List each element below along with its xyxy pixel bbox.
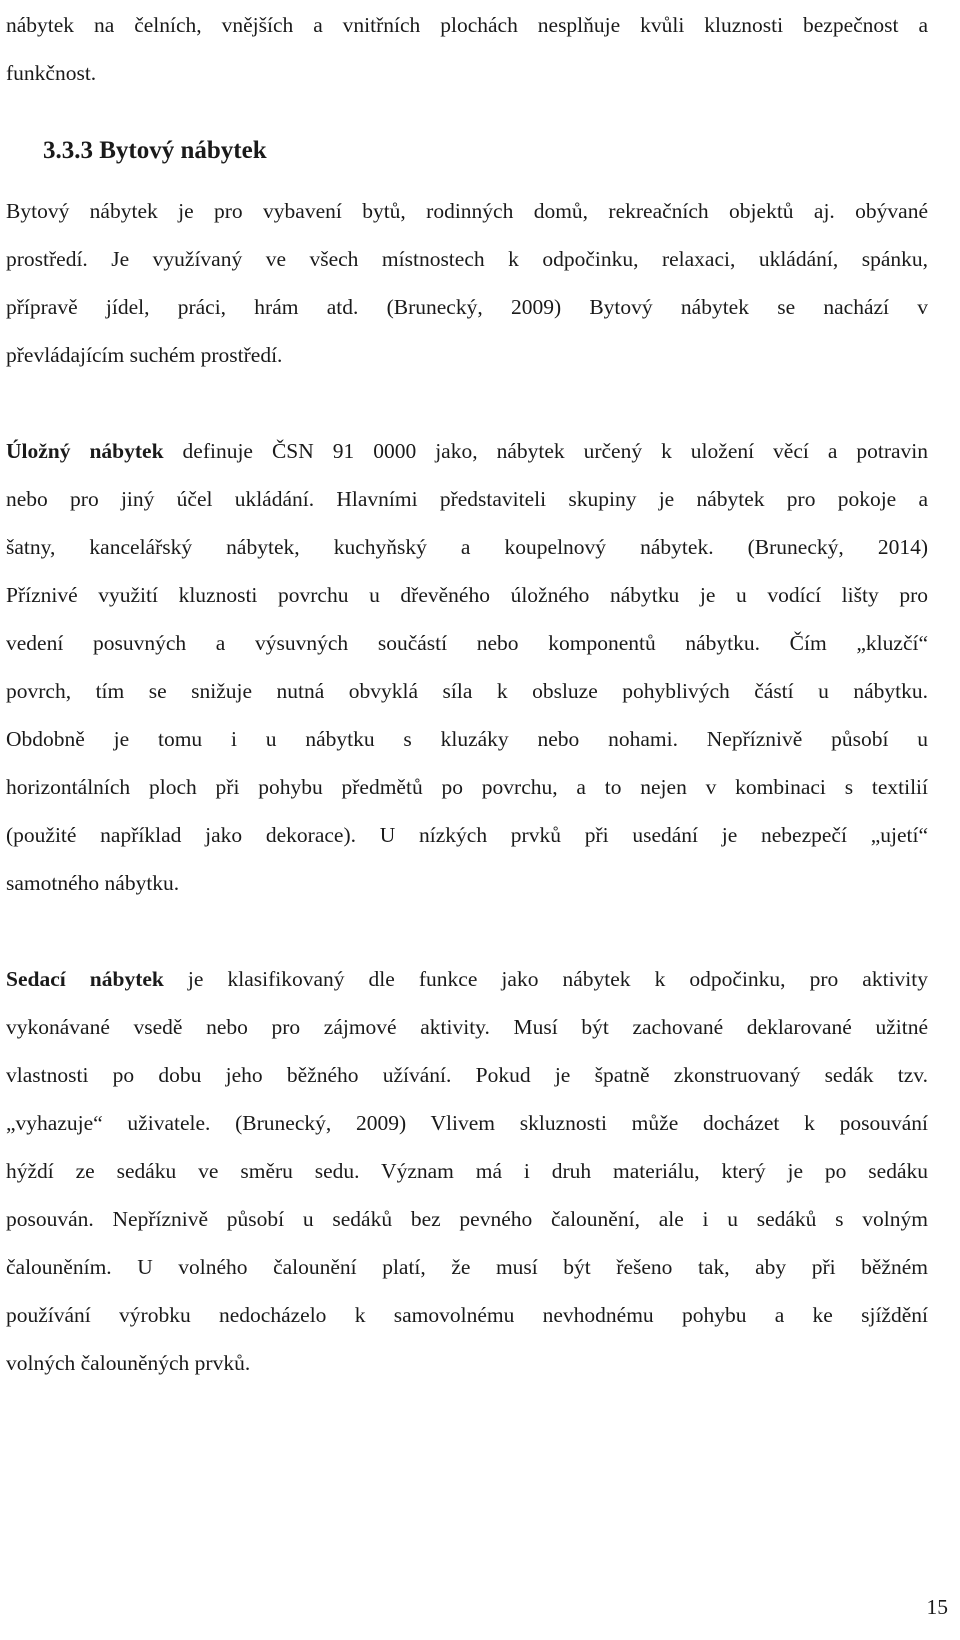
text-line: horizontálních ploch při pohybu předmětů po povrchu, a to nejen v kombinaci s textilií [6, 775, 928, 799]
text-line: samotného nábytku. [6, 871, 180, 895]
text-line: povrch, tím se snižuje nutná obvyklá síla k obsluze pohyblivých částí u nábytku. [6, 679, 928, 703]
paragraph-spacer [6, 379, 928, 427]
text-line: vedení posuvných a výsuvných součástí nebo komponentů nábytku. Čím „kluzčí“ [6, 631, 928, 655]
top-paragraph [6, 1, 928, 97]
text-line: volných čalouněných prvků. [6, 1351, 251, 1375]
term-storage-furniture: Úložný nábytek [6, 439, 164, 463]
text-line: Bytový nábytek je pro vybavení bytů, rodinných domů, rekreačních objektů aj. obývané [6, 199, 928, 223]
text-line: funkčnost. [6, 61, 97, 85]
text-fragment: definuje ČSN 91 0000 jako, nábytek určený k uložení věcí a potravin [163, 439, 929, 463]
text-line: (použité například jako dekorace). U nízkých prvků při usedání je nebezpečí „ujetí“ [6, 823, 928, 847]
page-number: 15 [926, 1595, 948, 1619]
text-line: přípravě jídel, práci, hrám atd. (Brunecký, 2009) Bytový nábytek se nachází v [6, 295, 928, 319]
term-seating-furniture: Sedací nábytek [6, 967, 164, 991]
paragraph-spacer [6, 907, 928, 955]
text-line: převládajícím suchém prostředí. [6, 343, 283, 367]
text-line: posouván. Nepříznivě působí u sedáků bez pevného čalounění, ale i u sedáků s volným [6, 1207, 928, 1231]
text-line: šatny, kancelářský nábytek, kuchyňský a koupelnový nábytek. (Brunecký, 2014) [6, 535, 928, 559]
text-line: Příznivé využití kluznosti povrchu u dřevěného úložného nábytku je u vodící lišty pro [6, 583, 928, 607]
document-page [6, 0, 928, 1387]
text-line: vykonávané vsedě nebo pro zájmové aktivity. Musí být zachované deklarované užitné [6, 1015, 928, 1039]
text-line: používání výrobku nedocházelo k samovolnému nevhodnému pohybu a ke sjíždění [6, 1303, 928, 1327]
text-line: hýždí ze sedáku ve směru sedu. Význam má i druh materiálu, který je po sedáku [6, 1159, 928, 1183]
text-line: nábytek na čelních, vnějších a vnitřních plochách nesplňuje kvůli kluznosti bezpečnost a [6, 13, 928, 37]
text-line: čalouněním. U volného čalounění platí, že musí být řešeno tak, aby při běžném [6, 1255, 928, 1279]
storage-furniture-paragraph [6, 427, 928, 907]
intro-paragraph [6, 187, 928, 379]
text-fragment: je klasifikovaný dle funkce jako nábytek k odpočinku, pro aktivity [163, 967, 928, 991]
text-line: „vyhazuje“ uživatele. (Brunecký, 2009) Vlivem skluznosti může docházet k posouvání [6, 1111, 928, 1135]
text-line [6, 955, 928, 1003]
text-line [6, 427, 928, 475]
text-line: nebo pro jiný účel ukládání. Hlavními představiteli skupiny je nábytek pro pokoje a [6, 487, 928, 511]
section-heading: 3.3.3 Bytový nábytek [43, 137, 267, 164]
seating-furniture-paragraph [6, 955, 928, 1387]
text-line: Obdobně je tomu i u nábytku s kluzáky nebo nohami. Nepříznivě působí u [6, 727, 928, 751]
text-line: prostředí. Je využívaný ve všech místnostech k odpočinku, relaxaci, ukládání, spánku, [6, 247, 928, 271]
text-line: vlastnosti po dobu jeho běžného užívání. Pokud je špatně zkonstruovaný sedák tzv. [6, 1063, 928, 1087]
